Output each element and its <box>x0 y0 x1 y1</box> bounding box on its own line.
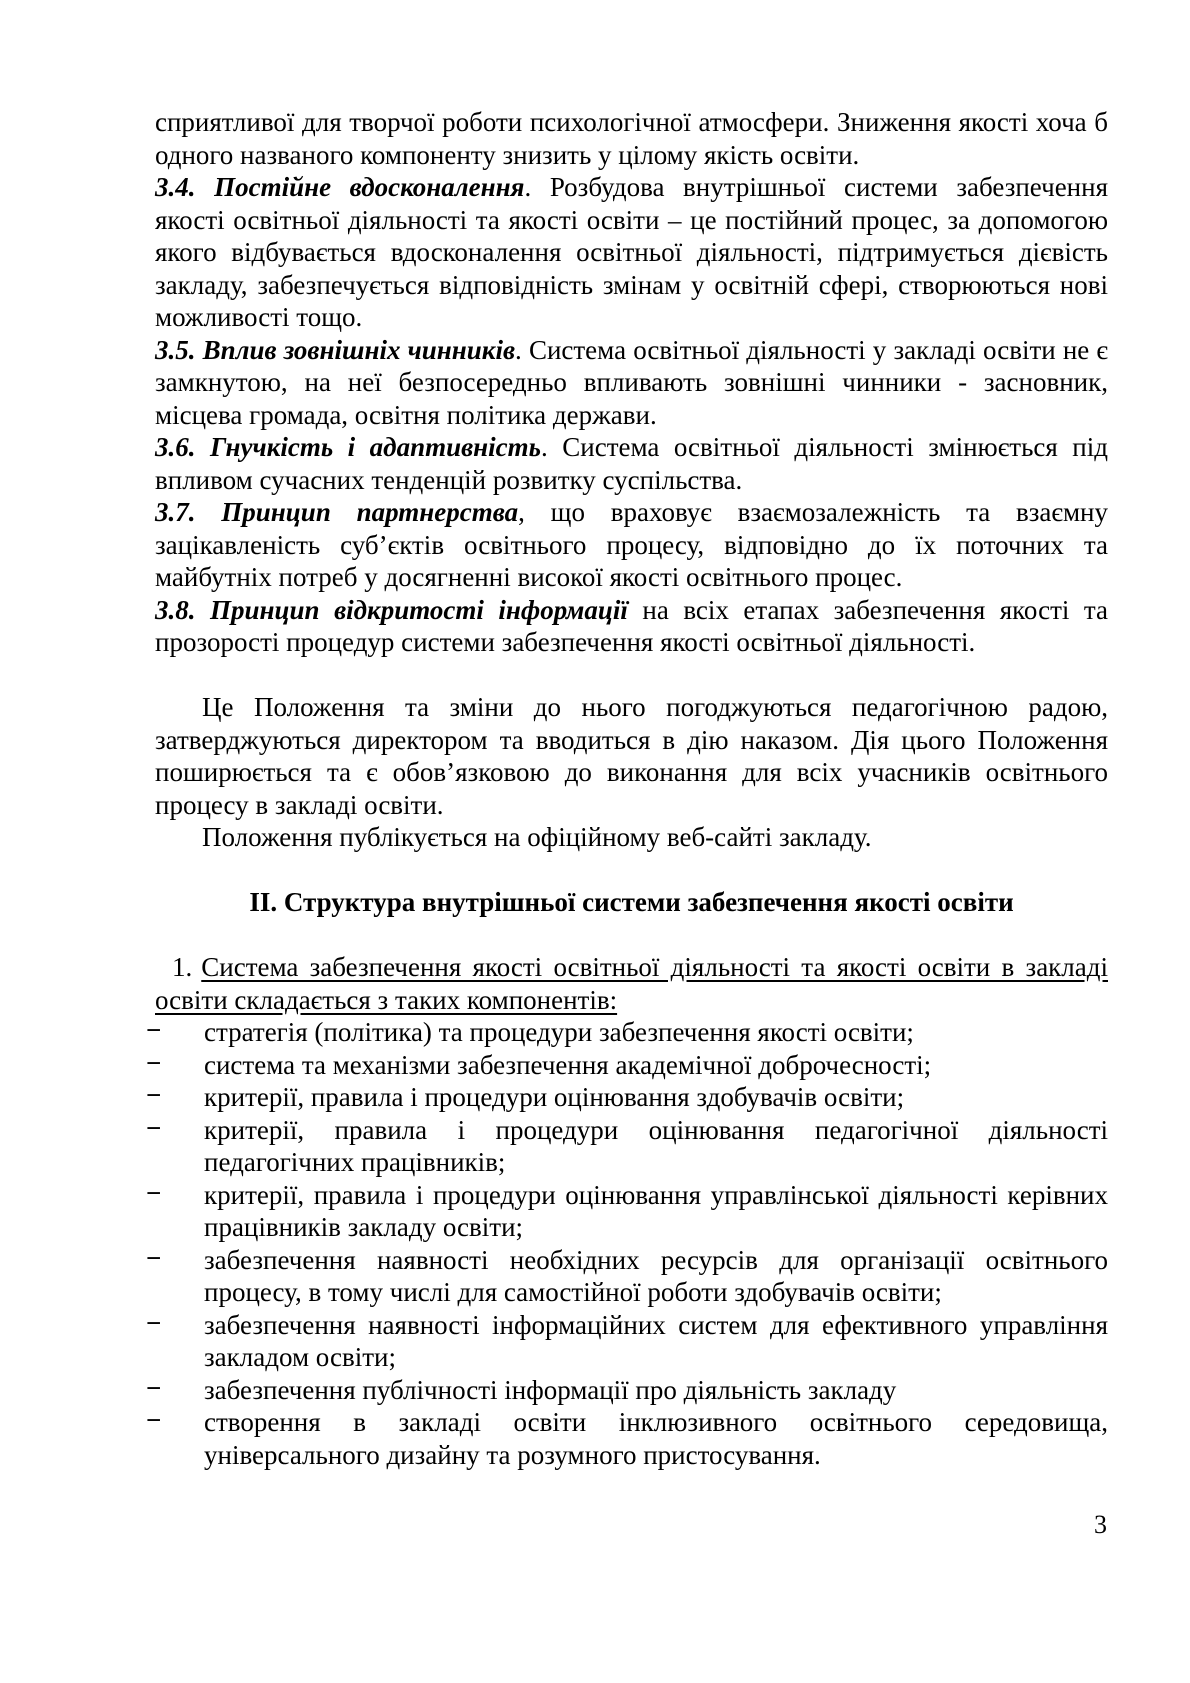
principle-3-6-lead: 3.6. Гнучкість і адаптивність <box>155 432 541 462</box>
dash-marker: − <box>146 1405 162 1435</box>
principle-3-8-lead: 3.8. Принцип відкритості інформації <box>155 594 628 625</box>
page-number: 3 <box>1094 1510 1107 1539</box>
list-item-text: стратегія (політика) та процедури забезпечення якості освіти; <box>204 1017 914 1047</box>
principle-3-4-lead: 3.4. Постійне вдосконалення <box>155 172 525 202</box>
section-heading: ІІ. Структура внутрішньої системи забезпечення якості освіти <box>249 887 1014 917</box>
paragraph-decree-2: Положення публікується на офіційному веб-сайті закладу. <box>202 822 872 852</box>
dash-marker: − <box>146 1112 162 1143</box>
list-item-text: система та механізми забезпечення академічної доброчесності; <box>204 1049 932 1080</box>
list-item <box>146 1112 1108 1179</box>
blank-line <box>155 854 1108 887</box>
components-intro-number: 1. <box>172 952 193 982</box>
dash-marker: − <box>146 1242 162 1273</box>
dash-marker: − <box>146 1307 162 1338</box>
list-item-text: забезпечення наявності інформаційних систем для ефективного управління закладом освіти; <box>204 1309 1108 1372</box>
list-item <box>146 1307 1108 1374</box>
blank-line <box>155 659 1108 692</box>
paragraph-3-7 <box>155 496 1108 594</box>
components-list <box>146 1015 1108 1471</box>
list-item <box>146 1015 1108 1049</box>
dash-marker: − <box>146 1177 162 1208</box>
list-item <box>146 1047 1108 1082</box>
list-item-text: критерії, правила і процедури оцінювання педагогічної діяльності педагогічних працівників; <box>204 1114 1108 1177</box>
list-item-text: критерії, правила і процедури оцінювання здобувачів освіти; <box>204 1082 905 1112</box>
dash-marker: − <box>146 1080 162 1110</box>
dash-marker: − <box>146 1015 162 1045</box>
components-intro-text: Система забезпечення якості освітньої діяльності та якості освіти в закладі освіти складається з таких компонентів: <box>155 952 1108 1015</box>
list-item <box>146 1177 1108 1244</box>
paragraph-decree-1: Це Положення та зміни до нього погоджуються педагогічною радою, затверджуються директором та вводиться в дію наказом. Дія цього Положення поширюється та є обов’язковою до виконання для всіх учасників освітнього процесу в закладі освіти. <box>155 692 1108 820</box>
list-item <box>146 1242 1108 1309</box>
dash-marker: − <box>146 1372 162 1403</box>
list-item <box>146 1405 1108 1471</box>
list-item-text: критерії, правила і процедури оцінювання управлінської діяльності керівних працівників закладу освіти; <box>204 1179 1108 1242</box>
list-item-text: забезпечення наявності необхідних ресурсів для організації освітнього процесу, в тому числі для самостійної роботи здобувачів освіти; <box>204 1244 1108 1307</box>
principle-3-5-lead: 3.5. Вплив зовнішніх чинників <box>155 334 516 365</box>
paragraph-text: сприятливої для творчої роботи психологічної атмосфери. Зниження якості хоча б одного названого компоненту знизить у цілому якість освіти. <box>155 107 1108 170</box>
list-item-text: створення в закладі освіти інклюзивного освітнього середовища, універсального дизайну та розумного пристосування. <box>204 1407 1108 1470</box>
paragraph-3-8 <box>155 594 1108 659</box>
components-intro <box>155 951 1108 1016</box>
list-item-text: забезпечення публічності інформації про діяльність закладу <box>204 1374 897 1405</box>
principle-3-7-text: , що враховує взаємозалежність та взаємну зацікавленість суб’єктів освітнього процесу, відповідно до їх поточних та майбутніх потреб у досягненні високої якості освітнього процес. <box>155 497 1108 592</box>
principle-3-5-text: . Система освітньої діяльності у закладі освіти не є замкнутою, на неї безпосередньо впливають зовнішні чинники - засновник, місцева громада, освітня політика держави. <box>155 334 1109 430</box>
list-item <box>146 1372 1108 1407</box>
paragraph-3-6 <box>155 431 1108 496</box>
principle-3-6-text: . Система освітньої діяльності змінюється під впливом сучасних тенденцій розвитку суспільства. <box>155 432 1108 495</box>
blank-line <box>155 919 1108 952</box>
list-item <box>146 1080 1108 1114</box>
principle-3-8-text: на всіх етапах забезпечення якості та прозорості процедур системи забезпечення якості освітньої діяльності. <box>155 594 1108 657</box>
paragraph-3-5 <box>155 334 1108 432</box>
principle-3-7-lead: 3.7. Принцип партнерства <box>155 497 519 527</box>
document-body <box>146 106 1109 1471</box>
dash-marker: − <box>146 1047 162 1078</box>
paragraph-continuation <box>155 106 1108 171</box>
paragraph-3-4 <box>155 171 1108 334</box>
principle-3-4-text: . Розбудова внутрішньої системи забезпечення якості освітньої діяльності та якості освіти – це постійний процес, за допомогою якого відбувається вдосконалення освітньої діяльності, підтримується дієвість закладу, забезпечується відповідність змінам у освітній сфері, створюються нові можливості тощо. <box>155 172 1108 332</box>
